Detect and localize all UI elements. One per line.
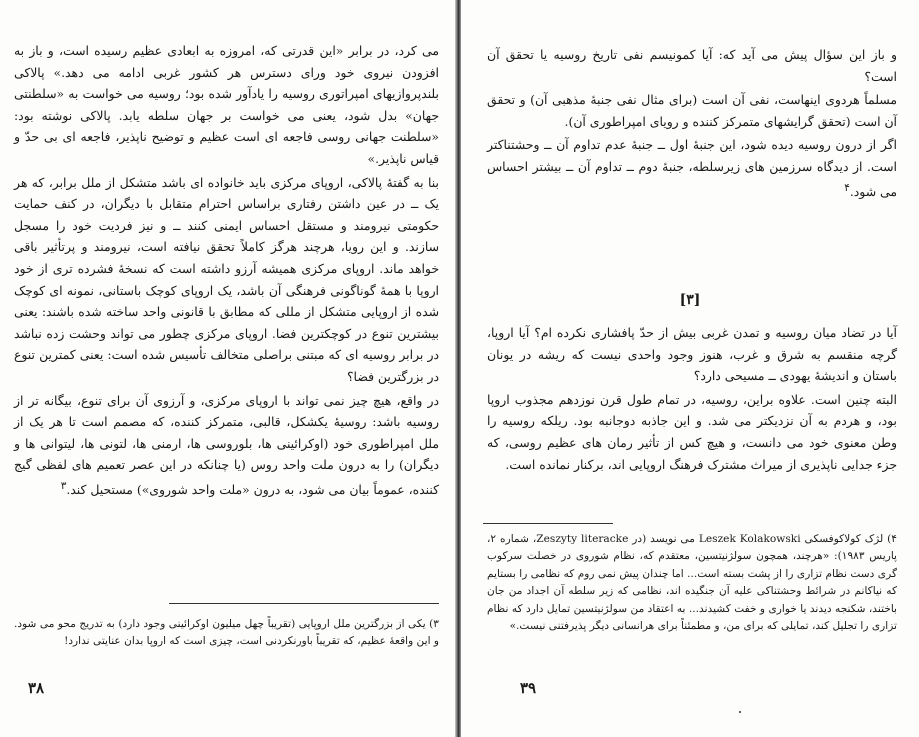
footnote-divider [483, 523, 613, 524]
paragraph: مسلماً هردوی اینهاست، نفی آن است (برای مثال نفی جنبهٔ مذهبی آن) و تحقق آن است (تحقق گرایشهای متمرکز کننده و رویای امپراطوری آن). [487, 92, 897, 129]
right-body-text-top [487, 44, 897, 204]
paragraph: و باز این سؤال پیش می آید که: آیا کمونیسم نفی تاریخ روسیه یا تحقق آن است؟ [487, 47, 897, 84]
left-page [0, 0, 455, 737]
section-heading: [۳] [679, 292, 701, 308]
paragraph: آیا در تضاد میان روسیه و تمدن غربی بیش از حدّ پافشاری نکرده ام؟ آیا اروپا، گرچه منقسم به شرق و غرب، هنوز وجود واحدی نیست که ریشه در یونان باستان و اندیشهٔ یهودی ــ مسیحی دارد؟ [487, 325, 897, 384]
paragraph: می کرد، در برابر «این قدرتی که، امروزه به ابعادی عظیم رسیده است، و باز به افزودن نیروی خود ورای دسترس هر کشور غربی ادامه می دهد.» پالاکی بلندپروازیهای امپراتوری روسیه را یادآور شده بود؛ روسیه می خواست به «سلطنتی جهان» بدل شود، یعنی می خواست بر جهان سلطه یابد. پالاکی نوشته بود: «سلطنت جهانی روسی فاجعه ای است عظیم و توضیح ناپذیر، فاجعه ای بی حدّ و قیاس ناپذیر.» [14, 43, 439, 166]
footnote-marker: ۴ [844, 181, 850, 194]
right-footnotes [487, 531, 897, 635]
paragraph [487, 134, 897, 202]
paragraph-text: اگر از درون روسیه دیده شود، این جنبهٔ اول ــ جنبهٔ عدم تداوم آن ــ وحشتناکتر است. از دیدگاه سرزمین های زیرسلطه، جنبهٔ دوم ــ تداوم آن ــ بیشتر احساس می شود. [487, 137, 897, 199]
paragraph-text: در واقع، هیچ چیز نمی تواند با اروپای مرکزی، و آرزوی آن برای تنوع، بیگانه تر از روسیه باشد: روسیهٔ یکشکل، قالبی، متمرکز کننده، که مصمم است تا هر یک از ملل امپراطوری خود (اوکرائینی ها، بلوروسی ها، ارمنی ها، لتونی ها، لیتوانی ها و دیگران) را به درون ملت واحد روس (یا چنانکه در این عصر تعمیم های لفظی گیج کننده، عموماً بیان می شود، به درون «ملت واحد شوروی») مستحیل کند. [14, 392, 439, 497]
footnote-marker: ۳ [60, 479, 67, 492]
print-speck [739, 711, 741, 713]
right-page [461, 0, 919, 737]
footnote: ۴) لژک کولاکوفسکی Leszek Kolakowski می نویسد (در Zeszyty literacke، شماره ۲، پاریس ۱۹۸۳): «هرچند، همچون سولژنیتسین، معتقدم که، نظام شوروی در خصلت سرکوب گری دست نظام تزاری را از پشت بسته است... اما چندان پیش نمی روم که نظامی را بستایم که نیاکانم در شرائط وحشتناکی علیه آن جنگیده اند، نظامی که زیر سلطه آن اجداد من جان باختند، شکنجه دیدند یا خواری و خفت کشیدند... به اعتقاد من سولژنیتسین تمایل دارد که نظام تزاری را تجلیل کند، تمایلی که برای من، و مطمئناً برای هرانسانی دیگر پذیرفتنی نیست.» [487, 533, 897, 633]
right-body-text-bottom [487, 322, 897, 477]
paragraph [14, 390, 439, 501]
footnote: ۳) یکی از بزرگترین ملل اروپایی (تقریباً چهل میلیون اوکرائینی وجود دارد) به تدریج محو می شود. و این واقعهٔ عظیم، که تقریباً باورنکردنی است، چیزی است که اروپا بدان عنایتی ندارد! [14, 618, 439, 648]
footnote-divider [169, 603, 439, 604]
paragraph: بنا به گفتهٔ پالاکی، اروپای مرکزی باید خانواده ای باشد متشکل از ملل برابر، که هر یک ــ در عین داشتن رفتاری براساس احترام متقابل با دیگران، در کنف حمایت حکومتی نیرومند و مستقل احساس ایمنی کنند ــ و نیز فردیت خود را مسجل سازند. و این رویا، هرچند هرگز کاملاً تحقق نیافته است، نیرومند و پرتأثیر باقی خواهد ماند. اروپای مرکزی همیشه آرزو داشته است که نسخهٔ فشرده تری از خود اروپا با همهٔ گوناگونی فرهنگی آن باشد، یک اروپای کوچک باستانی، نمونه ای کوچک شده از اروپایی متشکل از مللی که مطابق با قانونی واحد ساخته شده باشند: یعنی بیشترین تنوع در کوچکترین فضا. اروپای مرکزی چطور می تواند وحشت زده نباشد در برابر روسیه ای که مبتنی براصلی متخالف تأسیس شده است: یعنی کمترین تنوع در بزرگترین فضا؟ [14, 174, 439, 384]
paragraph: البته چنین است. علاوه براین، روسیه، در تمام طول قرن نوزدهم مجذوب اروپا بود، و هردم به آن نزدیکتر می شد. و این جاذبه دوجانبه بود. ریلکه روسیه را وطن معنوی خود می دانست، و هیچ کس از تأثیر رمان های عظیم روسی، که جزء جدایی ناپذیری از میراث مشترک فرهنگ اروپایی اند، برکنار نمانده است. [487, 391, 897, 472]
left-footnotes [14, 616, 439, 651]
page-number: ۳۸ [28, 679, 45, 697]
page-number: ۳۹ [520, 679, 537, 697]
left-body-text [14, 40, 439, 503]
